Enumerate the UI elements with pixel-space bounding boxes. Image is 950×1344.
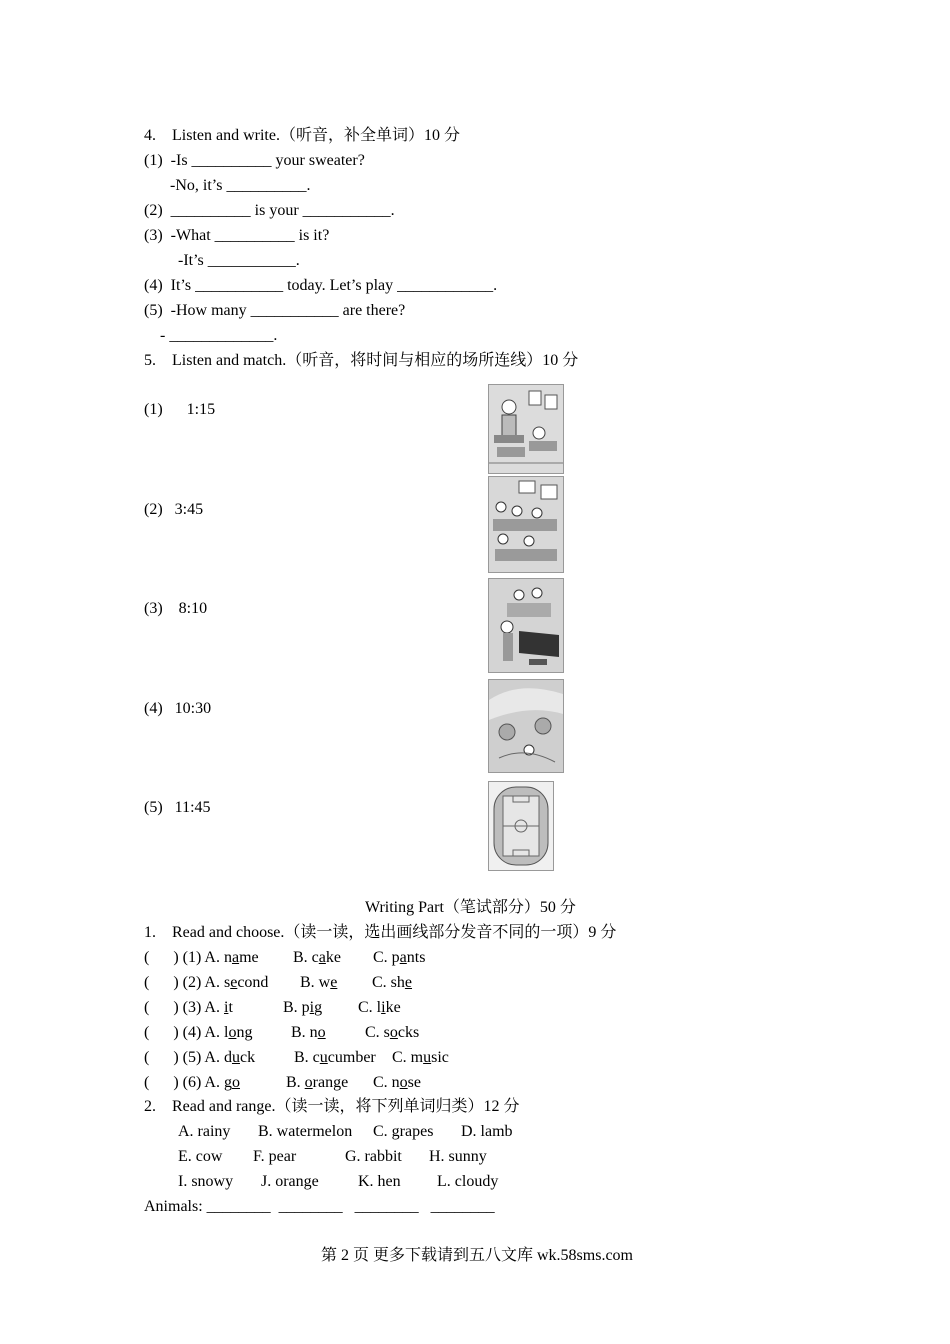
animals-blank-line: Animals: ________ ________ ________ ________ <box>144 1198 495 1215</box>
underlined-letter: i <box>223 999 229 1016</box>
section5-heading: 5. Listen and match.（听音，将时间与相应的场所连线）10 分 <box>144 352 579 369</box>
option-text: g <box>314 999 323 1016</box>
q2-word-c: C. grapes <box>373 1123 434 1140</box>
option-text: B. <box>286 1074 305 1091</box>
option-text: ( ) (1) A. <box>144 949 224 966</box>
underlined-letter: o <box>389 1024 398 1041</box>
playground-picture <box>488 679 564 773</box>
option-text: range <box>312 1074 349 1091</box>
q1-heading: 1. Read and choose.（读一读，选出画线部分发音不同的一项）9 分 <box>144 924 617 941</box>
classroom-teacher-picture <box>488 384 564 474</box>
option-text: B. n <box>291 1024 318 1041</box>
time-item-5: (5) 11:45 <box>144 799 211 816</box>
section4-heading: 4. Listen and write.（听音，补全单词）10 分 <box>144 127 460 144</box>
underlined-letter: e <box>330 974 338 991</box>
underlined-letter: a <box>318 949 326 966</box>
q1-row-3-option-c <box>358 998 401 1018</box>
option-text: C. l <box>358 999 382 1016</box>
underlined-letter: o <box>228 1024 237 1041</box>
music-room-picture <box>488 578 564 673</box>
option-text: ( ) (2) A. s <box>144 974 231 991</box>
q2-word-b: B. watermelon <box>258 1123 353 1140</box>
q1-row-4-option-b <box>291 1023 326 1043</box>
option-text: ( ) (4) A. l <box>144 1024 229 1041</box>
s4-line-2: -No, it’s __________. <box>170 177 311 194</box>
option-text: ( ) (6) A. g <box>144 1074 232 1091</box>
q1-row-4-option-a <box>144 1023 252 1043</box>
option-text: ( ) (5) A. d <box>144 1049 232 1066</box>
q2-word-g: G. rabbit <box>345 1148 402 1165</box>
q1-row-6-option-b <box>286 1073 348 1093</box>
option-text: C. s <box>365 1024 390 1041</box>
time-item-3: (3) 8:10 <box>144 600 208 617</box>
option-text: B. p <box>283 999 310 1016</box>
option-text: C. sh <box>372 974 405 991</box>
time-item-1: (1) 1:15 <box>144 401 216 418</box>
q1-row-3-option-a <box>144 998 233 1018</box>
underlined-letter: i <box>381 999 386 1016</box>
q1-row-1-option-b <box>293 948 341 968</box>
option-text: cks <box>397 1024 420 1041</box>
q1-row-6-option-a <box>144 1073 240 1093</box>
option-text: cumber <box>327 1049 376 1066</box>
q1-row-5-option-a <box>144 1048 255 1068</box>
sports-field-picture <box>488 781 554 871</box>
underlined-letter: e <box>404 974 413 991</box>
underlined-letter: a <box>231 949 240 966</box>
q1-row-5-option-c <box>392 1048 449 1068</box>
underlined-letter: o <box>399 1074 408 1091</box>
underlined-letter: o <box>317 1024 326 1041</box>
writing-part-title: Writing Part（笔试部分）50 分 <box>365 899 576 916</box>
s4-line-1: (1) -Is __________ your sweater? <box>144 152 365 169</box>
s4-line-4: (3) -What __________ is it? <box>144 227 330 244</box>
q1-row-4-option-c <box>365 1023 419 1043</box>
q2-heading: 2. Read and range.（读一读，将下列单词归类）12 分 <box>144 1098 520 1115</box>
q2-word-e: E. cow <box>178 1148 223 1165</box>
lunch-room-picture <box>488 476 564 573</box>
q2-word-a: A. rainy <box>178 1123 231 1140</box>
underlined-letter: u <box>423 1049 432 1066</box>
option-text: nts <box>406 949 426 966</box>
option-text: me <box>239 949 259 966</box>
q2-word-l: L. cloudy <box>437 1173 499 1190</box>
q1-row-1-option-a <box>144 948 259 968</box>
option-text: n <box>223 949 232 966</box>
option-text: ng <box>236 1024 253 1041</box>
underlined-letter: e <box>230 974 238 991</box>
time-item-2: (2) 3:45 <box>144 501 204 518</box>
q1-row-1-option-c <box>373 948 425 968</box>
q1-row-2-option-c <box>372 973 412 993</box>
option-text: B. w <box>300 974 331 991</box>
q1-row-6-option-c <box>373 1073 421 1093</box>
option-text: ke <box>325 949 341 966</box>
underlined-letter: o <box>231 1074 240 1091</box>
time-item-4: (4) 10:30 <box>144 700 212 717</box>
underlined-letter: u <box>319 1049 328 1066</box>
q2-word-f: F. pear <box>253 1148 297 1165</box>
option-text: ke <box>385 999 401 1016</box>
q1-row-2-option-b <box>300 973 337 993</box>
q1-row-3-option-b <box>283 998 322 1018</box>
underlined-letter: i <box>309 999 315 1016</box>
option-text: ck <box>239 1049 256 1066</box>
q2-word-d: D. lamb <box>461 1123 513 1140</box>
option-text: se <box>407 1074 421 1091</box>
q1-row-5-option-b <box>294 1048 376 1068</box>
underlined-letter: a <box>399 949 407 966</box>
option-text: cond <box>237 974 269 991</box>
s4-line-3: (2) __________ is your ___________. <box>144 202 395 219</box>
q2-word-j: J. orange <box>261 1173 319 1190</box>
underlined-letter: o <box>304 1074 313 1091</box>
option-text: t <box>228 999 233 1016</box>
option-text: sic <box>431 1049 449 1066</box>
s4-line-6: (4) It’s ___________ today. Let’s play ____________. <box>144 277 498 294</box>
q1-row-2-option-a <box>144 973 268 993</box>
s4-line-5: -It’s ___________. <box>178 252 300 269</box>
option-text: B. c <box>293 949 319 966</box>
q2-word-h: H. sunny <box>429 1148 487 1165</box>
q2-word-k: K. hen <box>358 1173 401 1190</box>
option-text: C. n <box>373 1074 400 1091</box>
option-text: B. c <box>294 1049 320 1066</box>
option-text: ( ) (3) A. <box>144 999 224 1016</box>
option-text: C. m <box>392 1049 424 1066</box>
s4-line-8: - _____________. <box>160 327 278 344</box>
underlined-letter: u <box>231 1049 240 1066</box>
option-text: C. p <box>373 949 400 966</box>
s4-line-7: (5) -How many ___________ are there? <box>144 302 406 319</box>
q2-word-i: I. snowy <box>178 1173 234 1190</box>
page-footer: 第 2 页 更多下载请到五八文库 wk.58sms.com <box>321 1247 634 1264</box>
